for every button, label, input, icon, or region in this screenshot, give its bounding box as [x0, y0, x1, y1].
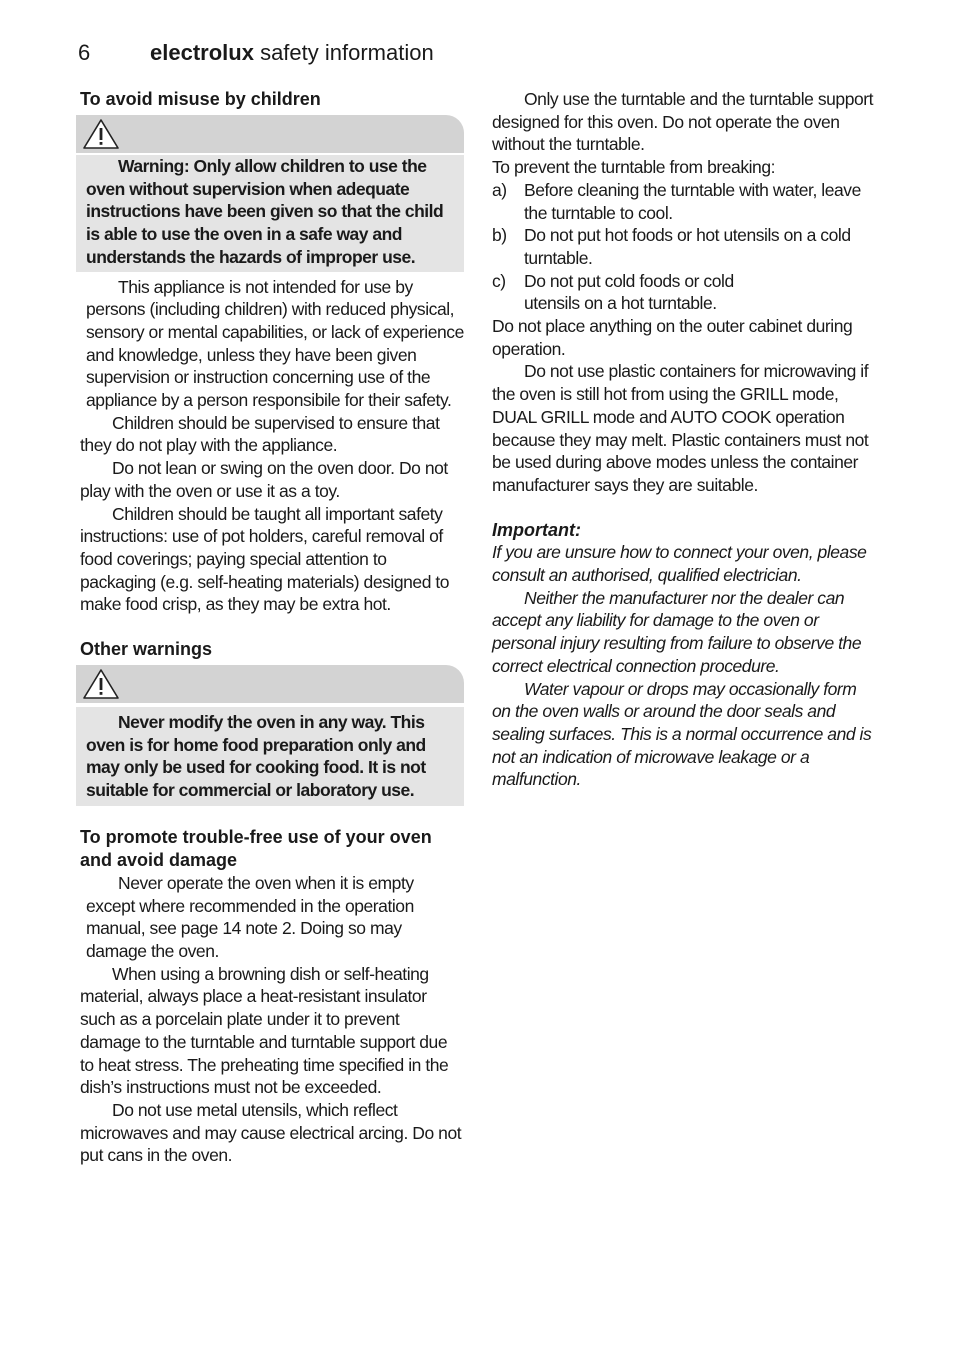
paragraph: To prevent the turntable from breaking:	[492, 157, 776, 178]
paragraph: Do not lean or swing on the oven door. Do not play with the oven or use it as a toy.	[80, 458, 448, 501]
list-item	[492, 270, 876, 315]
page-header	[78, 40, 434, 66]
paragraph: Children should be taught all important safety instructions: use of pot holders, careful removal of food coverings; paying special attention to packaging (e.g. self-heating materials) designed to make food crisp, as they may be extra hot.	[80, 503, 450, 615]
warning-text: Never modify the oven in any way. This oven is for home food preparation only and may only be used for cooking food. It is not suitable for commercial or laboratory use.	[86, 712, 426, 801]
warning-triangle-icon	[82, 118, 120, 150]
italic-paragraph: If you are unsure how to connect your oven, please consult an authorised, qualified electrician.	[492, 542, 867, 586]
warning-box-other	[76, 707, 464, 806]
paragraph: This appliance is not intended for use by persons (including children) with reduced physical, sensory or mental capabilities, or lack of experience and knowledge, unless they have been given supervision or instruction concerning use of the appliance by a person responsibile for their safety.	[86, 276, 464, 411]
paragraph: Do not use plastic containers for microwaving if the oven is still hot from using the GRILL mode, DUAL GRILL mode and AUTO COOK operation because they may melt. Plastic containers must not be used during above modes unless the container manufacturer says they are suitable.	[492, 361, 869, 495]
warning-triangle-icon	[82, 668, 120, 700]
paragraph: Never operate the oven when it is empty except where recommended in the operation manual, see page 14 note 2. Doing so may damage the oven.	[86, 872, 414, 961]
right-column	[492, 88, 876, 791]
italic-paragraph: Water vapour or drops may occasionally form on the oven walls or around the door seals and sealing surfaces. This is a normal occurrence and is not an indication of microwave leakage or a malfunction.	[492, 678, 872, 790]
list-label: b)	[492, 225, 507, 246]
heading-other-warnings: Other warnings	[80, 639, 213, 660]
warning-bar	[76, 665, 464, 703]
paragraph: Only use the turntable and the turntable support designed for this oven. Do not operate the oven without the turntable.	[492, 89, 874, 155]
page-number: 6	[78, 40, 91, 65]
heading-children: To avoid misuse by children	[80, 89, 321, 109]
paragraph: Do not use metal utensils, which reflect microwaves and may cause electrical arcing. Do not put cans in the oven.	[80, 1099, 462, 1166]
section-title: safety information	[260, 40, 434, 65]
list-text: Do not put cold foods or cold utensils on a hot turntable.	[524, 270, 734, 314]
important-label: Important:	[492, 519, 581, 540]
list-item	[492, 224, 876, 269]
list-text: Do not put hot foods or hot utensils on a cold turntable.	[524, 225, 851, 268]
list-label: a)	[492, 179, 507, 200]
warning-text: Warning: Only allow children to use the oven without supervision when adequate instructions have been given so that the child is able to use the oven in a safe way and understands the hazards of improper use.	[86, 156, 444, 267]
paragraph: Do not place anything on the outer cabinet during operation.	[492, 316, 853, 359]
paragraph: When using a browning dish or self-heating material, always place a heat-resistant insulator such as a porcelain plate under it to prevent damage to the turntable and turntable support due to heat stress. The preheating time specified in the dish’s instructions must not be exceeded.	[80, 963, 449, 1098]
list-text: Before cleaning the turntable with water, leave the turntable to cool.	[524, 179, 861, 223]
warning-box-children	[76, 155, 464, 272]
list-label: c)	[492, 270, 506, 291]
list-item	[492, 179, 876, 224]
paragraph: Children should be supervised to ensure that they do not play with the appliance.	[80, 412, 440, 456]
left-column	[80, 88, 464, 1167]
heading-trouble-free: To promote trouble-free use of your oven and avoid damage	[80, 826, 432, 870]
warning-bar	[76, 115, 464, 153]
italic-paragraph: Neither the manufacturer nor the dealer can accept any liability for damage to the oven or personal injury resulting from failure to observe the correct electrical connection procedure.	[492, 587, 862, 676]
brand-name: electrolux	[150, 40, 254, 65]
